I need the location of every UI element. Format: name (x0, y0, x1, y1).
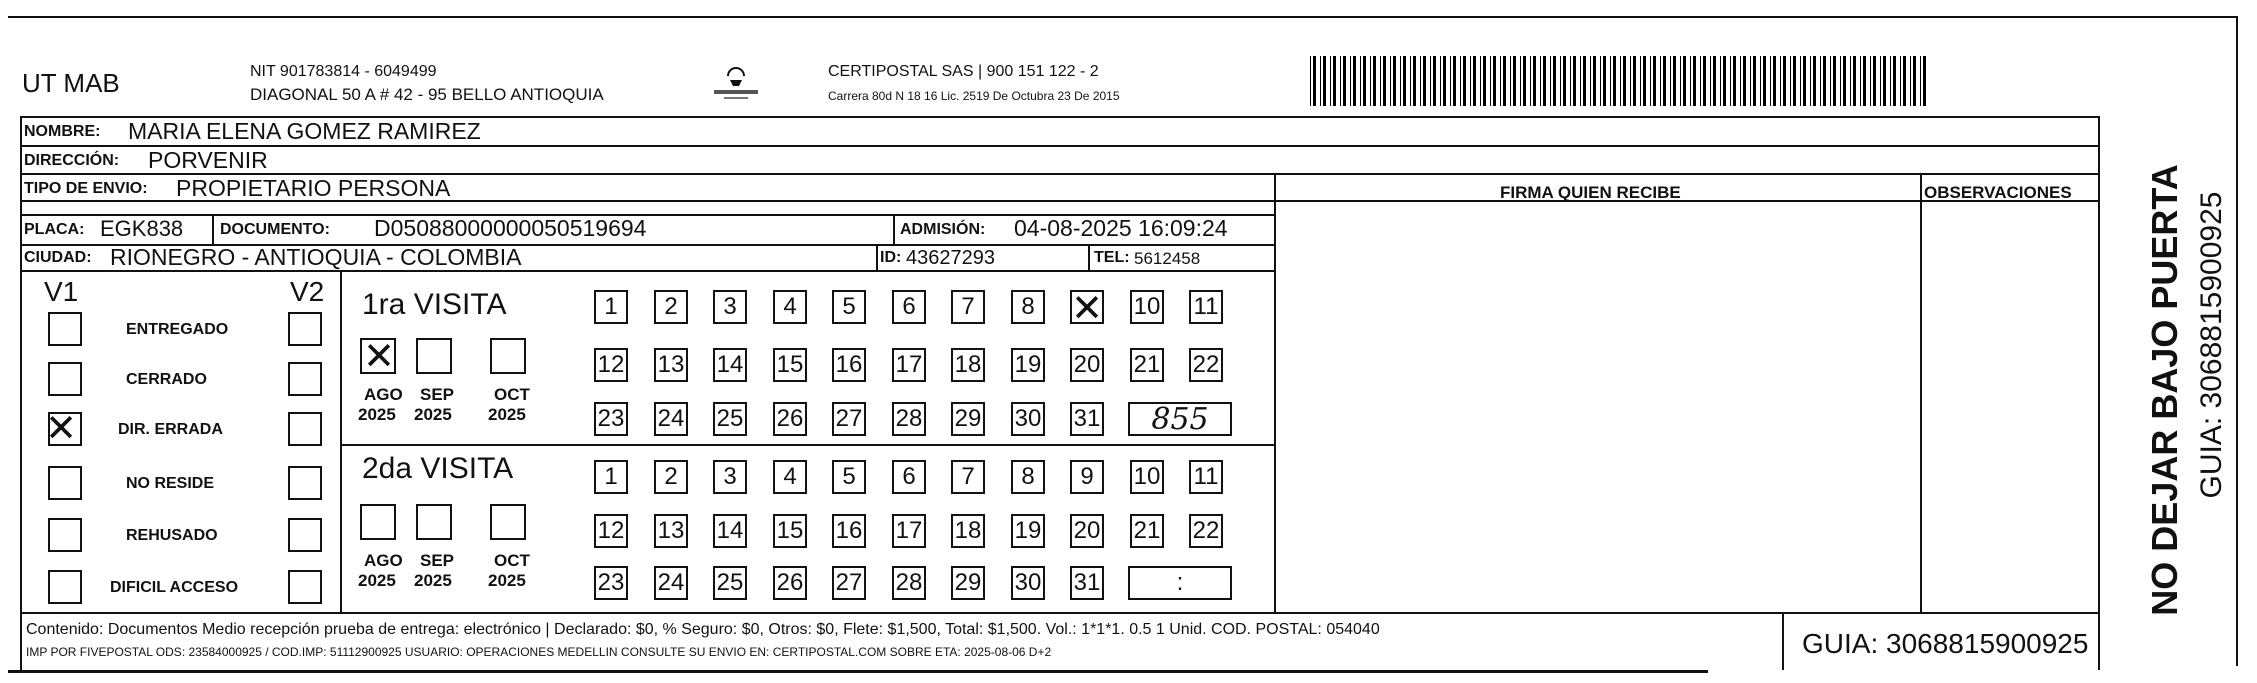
day-box[interactable] (832, 402, 866, 436)
day-box[interactable] (654, 348, 688, 382)
day-number: 13 (657, 517, 685, 544)
right-border (2236, 16, 2238, 666)
v1-checkbox[interactable] (48, 312, 82, 346)
tel-label: TEL: (1094, 249, 1130, 266)
day-number: 4 (783, 463, 797, 490)
admision-label: ADMISIÓN: (900, 221, 986, 238)
ciudad-label: CIUDAD: (24, 249, 92, 266)
day-number: 21 (1133, 351, 1161, 378)
day-box[interactable] (1011, 402, 1045, 436)
observaciones-label: OBSERVACIONES (1924, 183, 2072, 202)
day-box[interactable] (892, 402, 926, 436)
day-number: 7 (961, 293, 975, 320)
day-box[interactable] (713, 566, 747, 600)
first-visit-time-box[interactable] (1128, 402, 1232, 436)
day-number: 29 (954, 405, 982, 432)
day-number: 17 (895, 517, 923, 544)
day-box[interactable] (1189, 348, 1223, 382)
month-checkbox-ago[interactable] (360, 336, 396, 378)
side-guia: GUIA: 3068815900925 (2195, 191, 2228, 499)
day-box[interactable] (892, 460, 926, 494)
id-label: ID: (880, 249, 902, 266)
v2-label: V2 (290, 276, 325, 307)
month-checkbox-oct[interactable] (490, 504, 526, 540)
day-box[interactable] (1070, 348, 1104, 382)
direccion-value: PORVENIR (148, 147, 268, 173)
day-box[interactable] (713, 460, 747, 494)
day-number: 15 (776, 351, 804, 378)
day-box[interactable] (713, 402, 747, 436)
year-label: 2025 (358, 571, 396, 590)
top-border (8, 16, 2238, 18)
col-line (2098, 116, 2100, 670)
status-option-label: ENTREGADO (126, 321, 229, 338)
day-box[interactable] (773, 348, 807, 382)
day-number: 2 (664, 463, 678, 490)
day-number: 27 (835, 569, 863, 596)
day-box[interactable] (832, 514, 866, 548)
col-line (1920, 173, 1922, 612)
day-box[interactable] (654, 514, 688, 548)
col-line (1782, 612, 1784, 670)
day-number: 3 (723, 293, 737, 320)
day-box[interactable] (1130, 460, 1164, 494)
day-number: 25 (716, 569, 744, 596)
day-number: 18 (954, 517, 982, 544)
col-line (340, 270, 342, 612)
second-visit-title: 2da VISITA (362, 452, 514, 485)
row-line (340, 444, 1274, 446)
day-number: 4 (783, 293, 797, 320)
row-line (20, 270, 1274, 272)
day-number: 1 (604, 463, 618, 490)
year-label: 2025 (358, 405, 396, 424)
day-box[interactable] (1130, 514, 1164, 548)
day-box[interactable] (1011, 514, 1045, 548)
v1-checkbox[interactable] (48, 518, 82, 552)
first-visit-title: 1ra VISITA (362, 288, 507, 321)
day-number: 21 (1133, 517, 1161, 544)
direccion-label: DIRECCIÓN: (24, 152, 120, 169)
day-box[interactable] (1011, 460, 1045, 494)
placa-label: PLACA: (24, 221, 85, 238)
v2-checkbox[interactable] (288, 466, 322, 500)
day-box[interactable] (713, 290, 747, 324)
col-line (1088, 244, 1090, 270)
day-box[interactable] (713, 514, 747, 548)
day-box[interactable] (832, 348, 866, 382)
day-number: 12 (597, 517, 625, 544)
day-number: 13 (657, 351, 685, 378)
day-box[interactable] (951, 514, 985, 548)
day-number: 3 (723, 463, 737, 490)
day-number: 22 (1192, 517, 1220, 544)
day-box[interactable] (832, 290, 866, 324)
day-number: 16 (835, 517, 863, 544)
day-number: 30 (1014, 569, 1042, 596)
day-box[interactable] (594, 402, 628, 436)
time-value: : (1176, 569, 1184, 596)
firma-label: FIRMA QUIEN RECIBE (1500, 183, 1681, 202)
day-box[interactable] (1070, 566, 1104, 600)
day-number: 24 (657, 569, 685, 596)
ciudad-value: RIONEGRO - ANTIOQUIA - COLOMBIA (110, 244, 522, 270)
year-label: 2025 (414, 571, 452, 590)
day-number: 5 (842, 293, 856, 320)
day-box[interactable] (594, 348, 628, 382)
day-box[interactable] (773, 460, 807, 494)
admision-value: 04-08-2025 16:09:24 (1014, 215, 1228, 241)
day-box[interactable] (594, 460, 628, 494)
day-number: 1 (604, 293, 618, 320)
day-box[interactable] (892, 348, 926, 382)
month-label: SEP (420, 385, 455, 404)
check-mark: ✕ (363, 336, 395, 378)
row-line (20, 145, 2100, 147)
day-number: 8 (1021, 293, 1035, 320)
day-number: 9 (1080, 463, 1094, 490)
v2-checkbox[interactable] (288, 362, 322, 396)
documento-label: DOCUMENTO: (220, 221, 330, 238)
day-number: 14 (716, 517, 744, 544)
day-box[interactable] (951, 290, 985, 324)
month-label: SEP (420, 551, 455, 570)
tipo-envio-label: TIPO DE ENVIO: (24, 180, 148, 197)
v2-checkbox[interactable] (288, 518, 322, 552)
nit: NIT 901783814 - 6049499 (250, 63, 437, 80)
month-label: OCT (494, 385, 530, 404)
day-box[interactable] (654, 290, 688, 324)
day-box[interactable] (892, 514, 926, 548)
day-box[interactable] (892, 566, 926, 600)
col-line (212, 214, 214, 244)
day-box[interactable] (594, 566, 628, 600)
v2-checkbox[interactable] (288, 570, 322, 604)
day-number: 25 (716, 405, 744, 432)
day-box[interactable] (1011, 290, 1045, 324)
day-box[interactable] (1189, 290, 1223, 324)
barcode (1310, 56, 1930, 106)
day-box[interactable] (1011, 566, 1045, 600)
day-box[interactable] (594, 290, 628, 324)
v1-checkbox[interactable] (48, 362, 82, 396)
year-label: 2025 (488, 571, 526, 590)
day-number: 27 (835, 405, 863, 432)
footer-guia: GUIA: 3068815900925 (1802, 628, 2089, 659)
v2-checkbox[interactable] (288, 412, 322, 446)
day-number: 6 (902, 293, 916, 320)
year-label: 2025 (488, 405, 526, 424)
day-number: 28 (895, 405, 923, 432)
day-number: 11 (1193, 293, 1219, 320)
year-label: 2025 (414, 405, 452, 424)
documento-value: D05088000000050519694 (374, 215, 647, 241)
day-box[interactable] (1070, 288, 1104, 330)
day-number: 20 (1073, 517, 1101, 544)
day-number: 22 (1192, 351, 1220, 378)
day-box[interactable] (1130, 290, 1164, 324)
v1-label: V1 (44, 276, 79, 307)
nombre-value: MARIA ELENA GOMEZ RAMIREZ (128, 118, 481, 144)
second-visit-time-box[interactable] (1128, 566, 1232, 600)
status-option-label: DIR. ERRADA (118, 421, 223, 438)
day-number: 11 (1193, 463, 1219, 490)
day-number: 5 (842, 463, 856, 490)
day-number: 7 (961, 463, 975, 490)
month-label: OCT (494, 551, 530, 570)
check-mark: ✕ (45, 408, 77, 450)
day-number: 29 (954, 569, 982, 596)
v1-checkbox[interactable] (48, 466, 82, 500)
day-box[interactable] (654, 460, 688, 494)
day-box[interactable] (713, 348, 747, 382)
day-number: 10 (1133, 293, 1161, 320)
day-number: 2 (664, 293, 678, 320)
day-box[interactable] (773, 402, 807, 436)
day-box[interactable] (832, 566, 866, 600)
day-box[interactable] (1130, 348, 1164, 382)
day-box[interactable] (1070, 402, 1104, 436)
check-mark: ✕ (1071, 288, 1103, 330)
day-number: 14 (716, 351, 744, 378)
time-value: 855 (1151, 401, 1209, 437)
certipostal-logo (712, 64, 760, 102)
status-option-label: CERRADO (126, 371, 207, 388)
day-number: 23 (597, 405, 625, 432)
day-number: 30 (1014, 405, 1042, 432)
nombre-label: NOMBRE: (24, 123, 101, 140)
day-box[interactable] (773, 290, 807, 324)
day-number: 24 (657, 405, 685, 432)
col-line (1274, 173, 1276, 612)
status-option-label: NO RESIDE (126, 475, 215, 492)
day-number: 19 (1014, 351, 1042, 378)
footer-meta: IMP POR FIVEPOSTAL ODS: 23584000925 / COD.IMP: 51112900925 USUARIO: OPERACIONES MEDELLIN CONSULTE SU ENVIO EN: CERTIPOSTAL.COM SOBRE ETA: 2025-08-06 D+2 (26, 645, 1052, 659)
day-box[interactable] (951, 460, 985, 494)
day-number: 19 (1014, 517, 1042, 544)
day-number: 18 (954, 351, 982, 378)
status-option-label: DIFICIL ACCESO (110, 579, 239, 596)
month-label: AGO (364, 385, 403, 404)
day-number: 23 (597, 569, 625, 596)
day-box[interactable] (1189, 460, 1223, 494)
no-dejar-bajo-puerta: NO DEJAR BAJO PUERTA (2144, 164, 2185, 616)
company-name: UT MAB (22, 68, 120, 98)
tipo-envio-value: PROPIETARIO PERSONA (176, 175, 451, 201)
placa-value: EGK838 (100, 216, 184, 241)
day-box[interactable] (892, 290, 926, 324)
v1-checkbox[interactable] (48, 570, 82, 604)
day-number: 10 (1133, 463, 1161, 490)
day-number: 17 (895, 351, 923, 378)
status-option-label: REHUSADO (126, 527, 218, 544)
day-box[interactable] (654, 566, 688, 600)
day-number: 12 (597, 351, 625, 378)
footer-content: Contenido: Documentos Medio recepción prueba de entrega: electrónico | Declarado: $0, % Seguro: $0, Otros: $0, Flete: $1,500, Total: $1,500. Vol.: 1*1*1. 0.5 1 Unid. COD. POSTAL: 054040 (26, 621, 1380, 638)
day-number: 31 (1073, 405, 1101, 432)
carrier-license: Carrera 80d N 18 16 Lic. 2519 De Octubra 23 De 2015 (828, 89, 1120, 103)
day-number: 20 (1073, 351, 1101, 378)
day-box[interactable] (951, 402, 985, 436)
day-box[interactable] (594, 514, 628, 548)
day-box[interactable] (773, 514, 807, 548)
carrier-name: CERTIPOSTAL SAS | 900 151 122 - 2 (828, 63, 1099, 80)
month-label: AGO (364, 551, 403, 570)
col-line (893, 214, 895, 244)
bottom-border (8, 670, 1708, 673)
day-number: 31 (1073, 569, 1101, 596)
v2-checkbox[interactable] (288, 312, 322, 346)
day-number: 16 (835, 351, 863, 378)
row-line (20, 612, 2100, 614)
day-number: 15 (776, 517, 804, 544)
day-number: 28 (895, 569, 923, 596)
day-box[interactable] (773, 566, 807, 600)
day-box[interactable] (1070, 514, 1104, 548)
day-box[interactable] (951, 566, 985, 600)
day-number: 26 (776, 569, 804, 596)
month-checkbox-oct[interactable] (490, 338, 526, 374)
sender-address: DIAGONAL 50 A # 42 - 95 BELLO ANTIOQUIA (250, 85, 604, 104)
month-checkbox-sep[interactable] (416, 338, 452, 374)
tel-value: 5612458 (1134, 249, 1201, 268)
day-box[interactable] (654, 402, 688, 436)
day-box[interactable] (951, 348, 985, 382)
day-box[interactable] (1189, 514, 1223, 548)
v1-checkbox[interactable] (45, 408, 82, 450)
day-box[interactable] (832, 460, 866, 494)
day-box[interactable] (1070, 460, 1104, 494)
col-line (20, 116, 22, 670)
col-line (876, 244, 878, 270)
day-number: 6 (902, 463, 916, 490)
month-checkbox-ago[interactable] (360, 504, 396, 540)
day-number: 8 (1021, 463, 1035, 490)
month-checkbox-sep[interactable] (416, 504, 452, 540)
day-box[interactable] (1011, 348, 1045, 382)
day-number: 26 (776, 405, 804, 432)
id-value: 43627293 (906, 247, 995, 269)
